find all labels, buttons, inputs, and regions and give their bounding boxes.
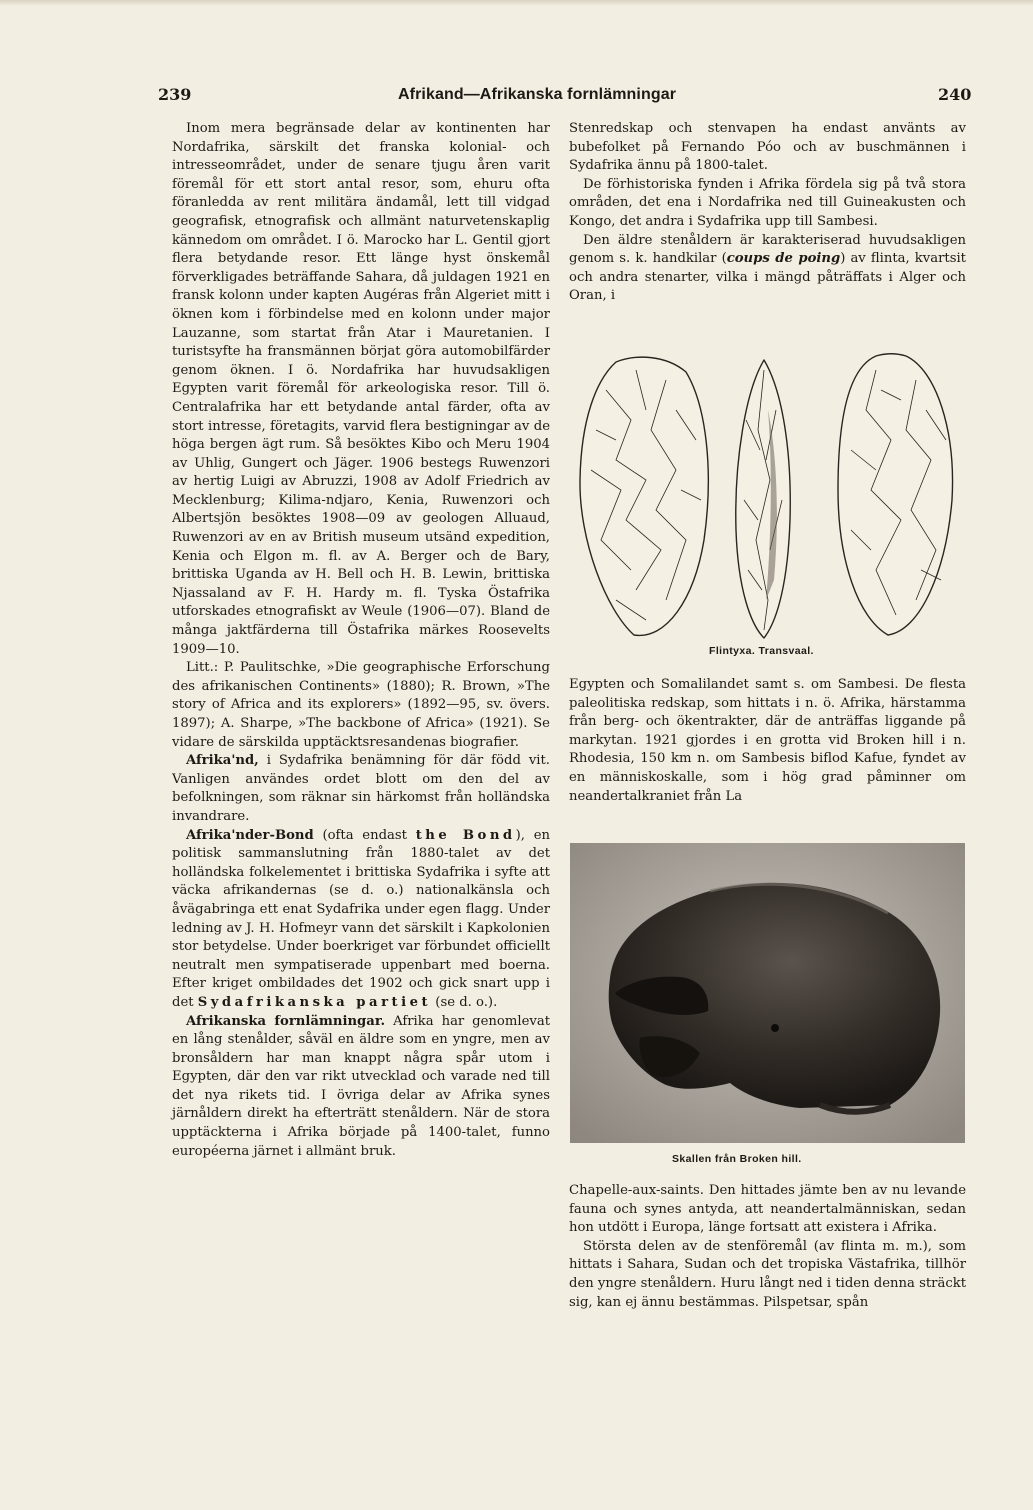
younger-stone-age-paragraph: Största delen av de stenföremål (av flinta m. m.), som hittats i Sahara, Sudan och det tropiska Västafrika, tillhör den yngre stenåldern. Huru långt ned i tiden denna sträckt sig, kan ej ännu bestämmas. Pilspetsar, spån (569, 1238, 966, 1310)
entry-fornlamningar-headword: Afrikanska fornlämningar. (186, 1013, 386, 1029)
page-number-left: 239 (158, 85, 192, 104)
entry-afrikander-bond: Afrika'nder-Bond (ofta endast the Bond), en politisk sammanslutning från 1880-talet av det holländska folkelementet i brittiska Sydafrika i syfte att väcka afrikandernas (se d. o.) nationalkänsla och åvägabringa ett enat Sydafrika under egen flagg. Under ledning av J. H. Hofmeyr vann det särskilt i Kapkolonien stor betydelse. Under boerkriget var förbundet officiellt neutralt men sympatiserade uppenbart med boerna. Efter kriget ombildades det 1902 och gick snart upp i det Sydafrikanska partiet (se d. o.). (172, 827, 551, 1010)
left-column (172, 120, 550, 1161)
figure-caption-skull: Skallen från Broken hill. (672, 1153, 802, 1165)
right-column-bottom (569, 1182, 966, 1312)
entry-afrikand (172, 752, 550, 826)
exploration-paragraph: Inom mera begränsade delar av kontinenten har Nordafrika, särskilt det franska kolonial- och intresseområdet, under de senare tjugu åren varit föremål för ett stort antal resor, som, ehuru ofta föranledda av rent militära ändamål, lett till vidgad geografisk, etnografisk och allmänt naturvetenskaplig kännedom om området. I ö. Marocko har L. Gentil gjort flera betydande resor. Ett länge hyst önskemål förverkligades beträffande Sahara, då juldagen 1921 en fransk kolonn under kapten Augéras från Algeriet mitt i öknen kom i förbindelse med en kolonn under major Lauzanne, som startat från Atar i Mauretanien. I turistsyfte ha fransmännen börjat göra automobilfärder genom öknen. I ö. Nordafrika har huvudsakligen Egypten varit föremål för arkeologiska resor. Till ö. Centralafrika har ett betydande antal färder, ofta av stort intresse, företagits, varvid flera bestigningar av de höga bergen ägt rum. Så besöktes Kibo och Meru 1904 av Uhlig, Gungert och Jäger. 1906 bestegs Ruwenzori av hertig Luigi av Abruzzi, 1908 av Adolf Friedrich av Mecklenburg; Kilima-ndjaro, Kenia, Ruwenzori och Albertsjön besöktes 1908—09 av geologen Alluaud, Ruwenzori av en av British museum utsänd expedition, Kenia och Elgon m. fl. av A. Berger och de Bary, brittiska Uganda av H. Bell och H. B. Lewin, brittiska Njassaland av F. H. Hardy m. fl. Tyska Östafrika utforskades etnografiskt av Weule (1906—07). Bland de många jaktfärderna till Östafrika märkes Roosevelts 1909—10. (172, 121, 550, 657)
findings-paragraph: De förhistoriska fynden i Afrika fördela sig på två stora områden, det ena i Nordafrika ned till Guineakusten och Kongo, det andra i Sydafrika upp till Sambesi. (569, 176, 966, 229)
page-top-edge (0, 0, 1033, 6)
coups-de-poing-term: coups de poing (726, 251, 841, 267)
literature-paragraph: Litt.: P. Paulitschke, »Die geographische Erforschung des afrikanischen Continents» (1880); R. Brown, »The story of Africa and its explorers» (1892—95, sv. övers. 1897); A. Sharpe, »The backbone of Africa» (1921). Se vidare de särskilda upptäcktsresandenas biografier. (172, 660, 550, 750)
figure-caption-flintyxa: Flintyxa. Transvaal. (709, 645, 814, 657)
right-column-middle (569, 676, 966, 806)
spaced-term-the-bond: the Bond (415, 827, 516, 843)
stone-tools-paragraph: Stenredskap och stenvapen ha endast använts av bubefolket på Fernando Póo och av buschmännen i Sydafrika ännu på 1800-talet. (569, 121, 966, 174)
entry-fornlamningar (172, 1013, 550, 1162)
page-number-right: 240 (938, 85, 972, 104)
spaced-term-party: Sydafrikanska partiet (197, 994, 432, 1010)
skull-photograph (570, 843, 965, 1143)
entry-bond-headword: Afrika'nder-Bond (186, 827, 314, 843)
older-stone-age-paragraph: Den äldre stenåldern är karakteriserad huvudsakligen genom s. k. handkilar (coups de poing) av flinta, kvartsit och andra stenarter, vilka i mängd påträffats i Alger och Oran, i (569, 232, 966, 304)
running-header: Afrikand—Afrikanska fornlämningar (398, 86, 677, 103)
neanderthal-paragraph: Chapelle-aux-saints. Den hittades jämte ben av nu levande fauna och synes antyda, att neandertalmänniskan, sedan hon utdött i Europa, länge fortsatt att existera i Afrika. (569, 1183, 966, 1236)
entry-fornlamningar-text: Afrika har genomlevat en lång stenålder, såväl en äldre som en yngre, men av bronsåldern har man knappt några spår utom i Egypten, där den var rikt utvecklad och varade ned till det nya rikets tid. I övriga delar av Afrika synes järnåldern direkt ha efterträtt stenåldern. När de stora upptäckterna i Afrika började på 1400-talet, funno européerna järnet i allmänt bruk. (172, 1013, 550, 1159)
flint-axe-illustration (576, 350, 966, 645)
entry-afrikand-headword: Afrika'nd, (186, 753, 259, 769)
entry-afrikand-text: i Sydafrika benämning för där född vit. Vanligen användes ordet blott om den del av befolkningen, som räknar sin härkomst från holländska invandrare. (172, 753, 550, 824)
right-column-top (569, 120, 966, 306)
paleolithic-paragraph: Egypten och Somalilandet samt s. om Sambesi. De flesta paleolitiska redskap, som hittats i n. ö. Afrika, härstamma från berg- och ökentrakter, där de anträffas liggande på markytan. 1921 gjordes i en grotta vid Broken hill i n. Rhodesia, 150 km n. om Sambesis biflod Kafue, fyndet av en människoskalle, som i hög grad påminner om neandertalkraniet från La (569, 677, 966, 804)
